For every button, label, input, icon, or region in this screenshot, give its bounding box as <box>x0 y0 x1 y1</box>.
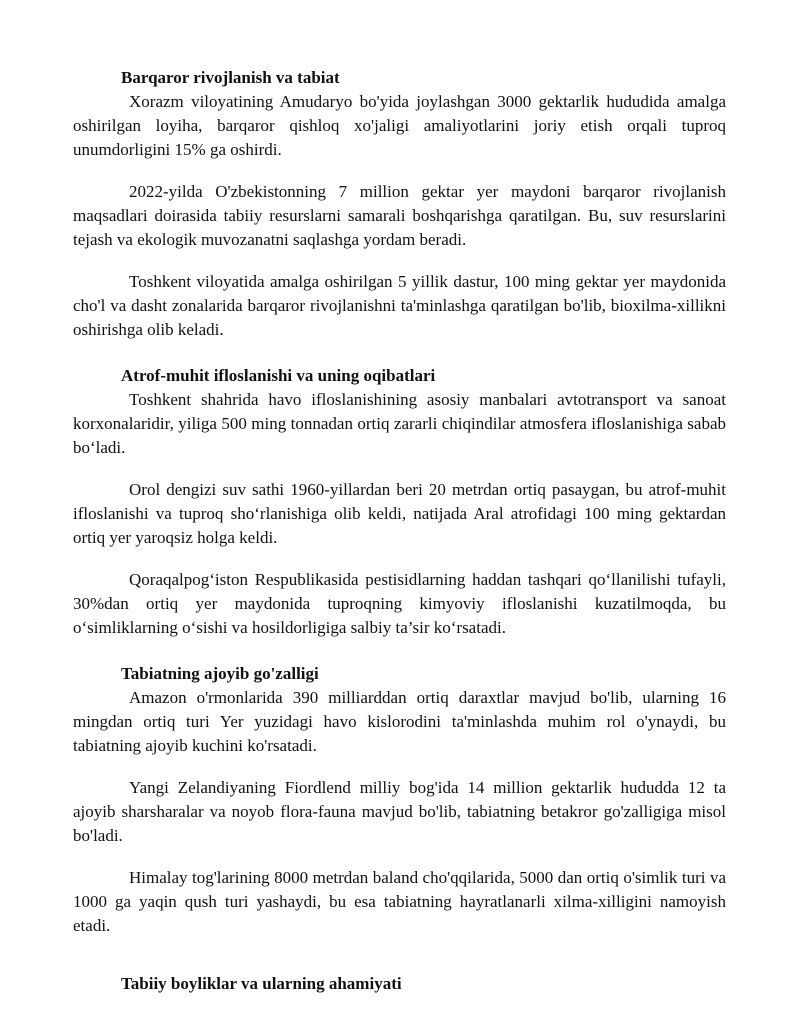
paragraph-1-2: 2022-yilda O'zbekistonning 7 million gektar yer maydoni barqaror rivojlanish maqsadlari doirasida tabiiy resurslarni samarali boshqarishga qaratilgan. Bu, suv resurslarini tejash va ekologik muvozanatni saqlashga yordam beradi. <box>73 182 726 249</box>
paragraph-3-1: Amazon o'rmonlarida 390 milliarddan ortiq daraxtlar mavjud bo'lib, ularning 16 mingdan ortiq turi Yer yuzidagi havo kislorodini ta'minlashda muhim rol o'ynaydi, bu tabiatning ajoyib kuchini ko'rsatadi. <box>73 688 726 755</box>
paragraph-3-2: Yangi Zelandiyaning Fiordlend milliy bog'ida 14 million gektarlik hududda 12 ta ajoyib sharsharalar va noyob flora-fauna mavjud bo'lib, tabiatning betakror go'zalligiga misol bo'ladi. <box>73 778 726 845</box>
section-heading-1: Barqaror rivojlanish va tabiat <box>121 68 340 87</box>
paragraph-3-3: Himalay tog'larining 8000 metrdan baland cho'qqilarida, 5000 dan ortiq o'simlik turi va 1000 ga yaqin qush turi yashaydi, bu esa tabiatning hayratlanarli xilma-xilligini namoyish etadi. <box>73 868 726 935</box>
paragraph-2-2: Orol dengizi suv sathi 1960-yillardan beri 20 metrdan ortiq pasaygan, bu atrof-muhit ifloslanishi va tuproq sho‘rlanishiga olib keldi, natijada Aral atrofidagi 100 ming gektardan ortiq yer yaroqsiz holga keldi. <box>73 480 726 547</box>
section-heading-4: Tabiiy boyliklar va ularning ahamiyati <box>121 974 402 993</box>
document-body <box>73 66 726 996</box>
section-heading-2: Atrof-muhit ifloslanishi va uning oqibatlari <box>121 366 436 385</box>
paragraph-1-3: Toshkent viloyatida amalga oshirilgan 5 yillik dastur, 100 ming gektar yer maydonida cho'l va dasht zonalarida barqaror rivojlanishni ta'minlashga qaratilgan bo'lib, bioxilma-xillikni oshirishga olib keladi. <box>73 272 726 339</box>
paragraph-2-3: Qoraqalpog‘iston Respublikasida pestisidlarning haddan tashqari qo‘llanilishi tufayli, 30%dan ortiq yer maydonida tuproqning kimyoviy ifloslanishi kuzatilmoqda, bu o‘simliklarning o‘sishi va hosildorligiga salbiy ta’sir ko‘rsatadi. <box>73 570 726 637</box>
paragraph-1-1: Xorazm viloyatining Amudaryo bo'yida joylashgan 3000 gektarlik hududida amalga oshirilgan loyiha, barqaror qishloq xo'jaligi amaliyotlarini joriy etish orqali tuproq unumdorligini 15% ga oshirdi. <box>73 92 726 159</box>
paragraph-2-1: Toshkent shahrida havo ifloslanishining asosiy manbalari avtotransport va sanoat korxonalaridir, yiliga 500 ming tonnadan ortiq zararli chiqindilar atmosfera ifloslanishiga sabab bo‘ladi. <box>73 390 726 457</box>
section-heading-3: Tabiatning ajoyib go'zalligi <box>121 664 319 683</box>
